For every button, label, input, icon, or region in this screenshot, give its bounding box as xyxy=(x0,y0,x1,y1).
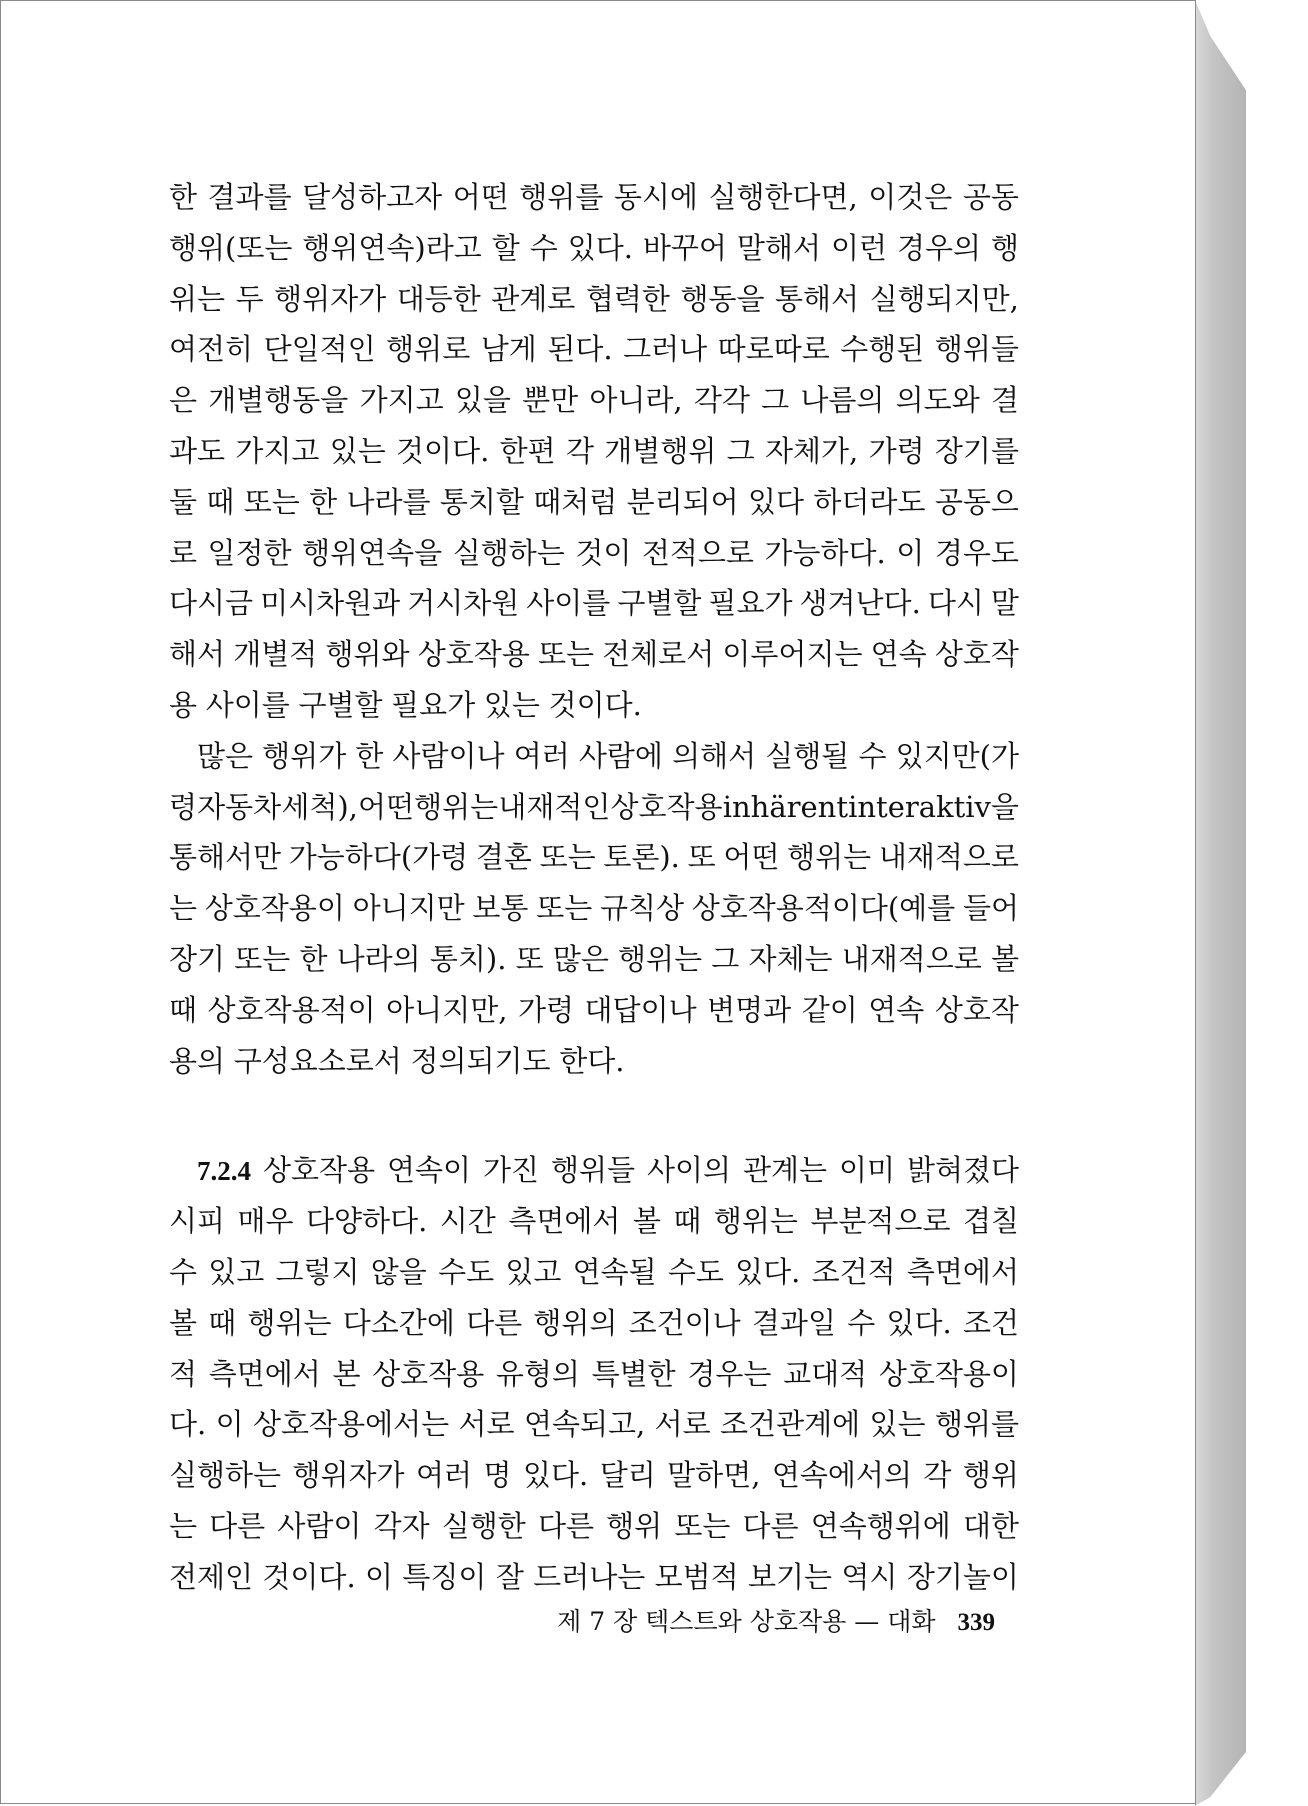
text-line: 용의 구성요소로서 정의되기도 한다. xyxy=(169,1043,625,1078)
text-line: 령 자동차 세척), 어떤 행위는 내재적인 상호작용 inhärent interaktiv을 xyxy=(169,789,1019,824)
paragraph-2 xyxy=(169,734,1019,1090)
running-footer xyxy=(557,1602,995,1638)
text-line: 전제인 것이다. 이 특징이 잘 드러나는 모범적 보기는 역시 장기놀이 xyxy=(169,1559,1019,1594)
text-line: 장기 또는 한 나라의 통치). 또 많은 행위는 그 자체는 내재적으로 볼 xyxy=(169,941,1019,976)
paragraph-3 xyxy=(169,1148,1019,1605)
text-line: 과도 가지고 있는 것이다. 한편 각 개별행위 그 자체가, 가령 장기를 xyxy=(169,433,1019,468)
text-line: 용 사이를 구별할 필요가 있는 것이다. xyxy=(169,687,642,722)
section-number: 7.2.4 xyxy=(197,1156,251,1187)
section-first-line: 7.2.4 상호작용 연속이 가진 행위들 사이의 관계는 이미 밝혀졌다 xyxy=(197,1153,1019,1188)
text-line: 여전히 단일적인 행위로 남게 된다. 그러나 따로따로 수행된 행위들 xyxy=(169,332,1019,367)
text-line: 통해서만 가능하다(가령 결혼 또는 토론). 또 어떤 행위는 내재적으로 xyxy=(169,840,1019,875)
paragraph-1 xyxy=(169,175,1019,734)
text-line: 때 상호작용적이 아니지만, 가령 대답이나 변명과 같이 연속 상호작 xyxy=(169,992,1019,1027)
section-gap xyxy=(169,1089,1019,1148)
text-line: 는 상호작용이 아니지만 보통 또는 규칙상 상호작용적이다(예를 들어 xyxy=(169,891,1019,926)
text-line: 해서 개별적 행위와 상호작용 또는 전체로서 이루어지는 연속 상호작 xyxy=(169,637,1019,672)
page-number: 339 xyxy=(957,1609,995,1636)
text-line: 한 결과를 달성하고자 어떤 행위를 동시에 실행한다면, 이것은 공동 xyxy=(169,180,1019,214)
text-line: 은 개별행동을 가지고 있을 뿐만 아니라, 각각 그 나름의 의도와 결 xyxy=(169,383,1019,418)
text-line: 적 측면에서 본 상호작용 유형의 특별한 경우는 교대적 상호작용이 xyxy=(169,1356,1019,1391)
text-line: 수 있고 그렇지 않을 수도 있고 연속될 수도 있다. 조건적 측면에서 xyxy=(169,1254,1019,1289)
text-line: 실행하는 행위자가 여러 명 있다. 달리 말하면, 연속에서의 각 행위 xyxy=(169,1458,1019,1493)
text-line: 다. 이 상호작용에서는 서로 연속되고, 서로 조건관계에 있는 행위를 xyxy=(169,1407,1019,1442)
page-edge xyxy=(1195,0,1246,1806)
text-line: 시피 매우 다양하다. 시간 측면에서 볼 때 행위는 부분적으로 겹칠 xyxy=(169,1204,1019,1239)
chapter-title: 제 7 장 텍스트와 상호작용 — 대화 xyxy=(557,1607,936,1636)
text-line: 볼 때 행위는 다소간에 다른 행위의 조건이나 결과일 수 있다. 조건 xyxy=(169,1305,1019,1340)
text-line: 둘 때 또는 한 나라를 통치할 때처럼 분리되어 있다 하더라도 공동으 xyxy=(169,484,1019,519)
text-line: 행위(또는 행위연속)라고 할 수 있다. 바꾸어 말해서 이런 경우의 행 xyxy=(169,230,1019,265)
text-line: 다시금 미시차원과 거시차원 사이를 구별할 필요가 생겨난다. 다시 말 xyxy=(169,586,1019,621)
text-line: 는 다른 사람이 각자 실행한 다른 행위 또는 다른 연속행위에 대한 xyxy=(169,1508,1019,1543)
text-line: 많은 행위가 한 사람이나 여러 사람에 의해서 실행될 수 있지만(가 xyxy=(197,738,1019,773)
text-line: 위는 두 행위자가 대등한 관계로 협력한 행동을 통해서 실행되지만, xyxy=(169,281,1019,316)
text-line: 로 일정한 행위연속을 실행하는 것이 전적으로 가능하다. 이 경우도 xyxy=(169,535,1019,570)
body-text xyxy=(169,175,1019,1606)
